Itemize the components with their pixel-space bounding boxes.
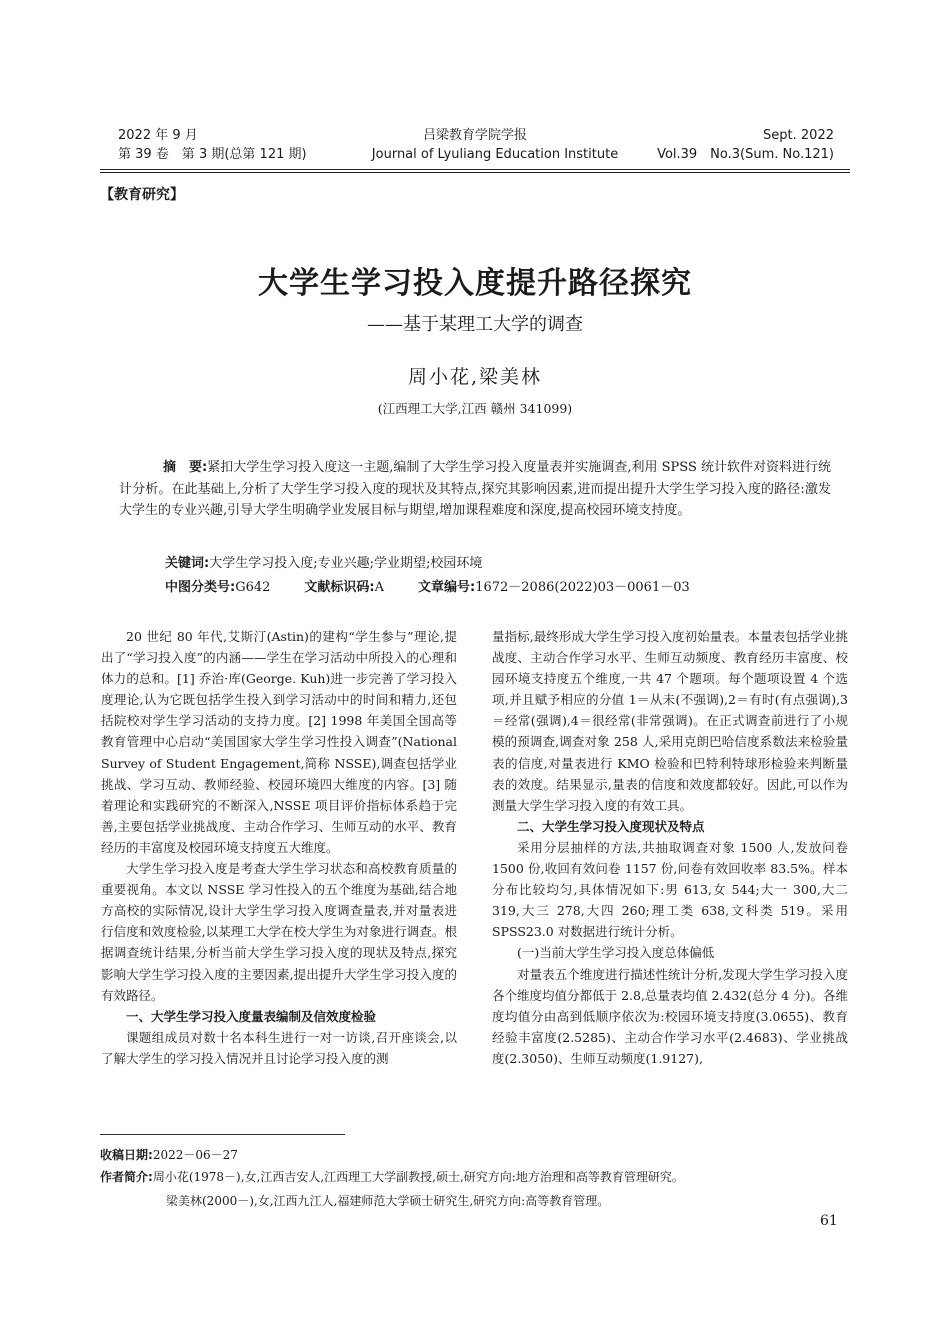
header-issue-cn: 第 39 卷 第 3 期(总第 121 期) [118,147,307,162]
header-journal-en: Journal of Lyuliang Education Institute [371,147,619,162]
keywords [165,553,482,575]
footnote-rule [100,1134,345,1135]
doc-code-value: A [374,580,384,595]
body-paragraph: 量指标,最终形成大学生学习投入度初始量表。本量表包括学业挑战度、主动合作学习水平、生师互动频度、教育经历丰富度、校园环境支持度五个维度,一共 47 个题项。每个题项设置 4 个选项,并且赋予相应的分值 1＝从未(不强调),2＝有时(有点强调),3＝经常(强调),4＝很经常(非常强调)。在正式调查前进行了小规模的预调查,调查对象 258 人,采用克朗巴哈信度系数法来检验量表的信度,对量表进行 KMO 检验和巴特利特球形检验来判断量表的效度。结果显示,量表的信度和效度都较好。因此,可以作为测量大学生学习投入度的有效工具。 [492,629,848,813]
header-date-cn: 2022 年 9 月 [118,128,198,143]
abstract [119,457,831,522]
body-paragraph: 对量表五个维度进行描述性统计分析,发现大学生学习投入度各个维度均值分都低于 2.8,总量表均值 2.432(总分 4 分)。各维度均值分由高到低顺序依次为:校园环境支持度(3.0655)、教育经验丰富度(2.5285)、主动合作学习水平(2.4683)、学业挑战度(2.3050)、生师互动频度(1.9127), [492,966,848,1066]
article-number-label: 文章编号: [418,580,476,595]
abstract-text: 紧扣大学生学习投入度这一主题,编制了大学生学习投入度量表并实施调查,利用 SPSS 统计软件对资料进行统计分析。在此基础上,分析了大学生学习投入度的现状及其特点,探究其影响因素,进而提出提升大学生学习投入度的路径:激发大学生的专业兴趣,引导大学生明确学业发展目标与期望,增加课程难度和深度,提高校园环境支持度。 [119,460,831,518]
header-issue-en: Vol.39 No.3(Sum. No.121) [657,147,834,162]
affiliation: (江西理工大学,江西 赣州 341099) [377,401,573,416]
paper-subtitle: ——基于某理工大学的调查 [367,314,583,335]
header-journal-cn: 吕梁教育学院学报 [422,128,527,143]
header-rule-thin [100,172,850,173]
authors: 周小花,梁美林 [407,366,543,388]
body-column-left [101,626,457,1069]
author1-bio: 周小花(1978－),女,江西吉安人,江西理工大学副教授,硕士,研究方向:地方治理和高等教育管理研究。 [152,1170,684,1184]
received-label: 收稿日期: [100,1148,153,1162]
subsection-heading: (一)当前大学生学习投入度总体偏低 [517,945,715,961]
body-paragraph: 20 世纪 80 年代,艾斯汀(Astin)的建构“学生参与”理论,提出了“学习投入度”的内涵——学生在学习活动中所投入的心理和体力的总和。[1] 乔治·库(George. Kuh)进一步完善了学习投入度理论,认为它既包括学生投入到学习活动中的时间和精力,还包括院校对学生学习活动的支持力度。[2] 1998 年美国全国高等教育管理中心启动“美国国家大学生学习性投入调查”(National Survey of Student Engagement,简称 NSSE),调查包括学业挑战、学习互动、教师经验、校园环境四大维度的内容。[3] 随着理论和实践研究的不断深入,NSSE 项目评价指标体系趋于完善,主要包括学业挑战度、主动合作学习、生师互动的水平、教育经历的丰富度及校园环境支持度五大维度。 [101,629,457,855]
header-rule [100,169,850,170]
section-heading: 一、大学生学习投入度量表编制及信效度检验 [126,1008,377,1024]
abstract-label: 摘 要: [163,460,208,475]
clc-label: 中图分类号: [165,580,236,595]
body-paragraph: 大学生学习投入度是考查大学生学习状态和高校教育质量的重要视角。本文以 NSSE 学习性投入的五个维度为基础,结合地方高校的实际情况,设计大学生学习投入度调查量表,并对量表进行信度和效度检验,以某理工大学在校大学生为对象进行调查。根据调查统计结果,分析当前大学生学习投入度的现状及特点,探究影响大学生学习投入度的主要因素,提出提升大学生学习投入度的有效路径。 [101,861,457,1003]
keywords-text: 大学生学习投入度;专业兴趣;学业期望;校园环境 [209,556,483,571]
footnote-author1 [100,1166,850,1188]
clc-value: G642 [235,580,271,595]
page-number: 61 [820,1213,838,1229]
keywords-label: 关键词: [165,556,210,571]
body-paragraph: 课题组成员对数十名本科生进行一对一访谈,召开座谈会,以了解大学生的学习投入情况并且讨论学习投入度的测 [101,1029,457,1066]
body-paragraph: 采用分层抽样的方法,共抽取调查对象 1500 人,发放问卷 1500 份,收回有效问卷 1157 份,问卷有效回收率 83.5%。样本分布比较均匀,具体情况如下:男 613,女 544;大一 300,大二 319,大三 278,大四 260;理工类 638,文科类 519。采用 SPSS23.0 对数据进行统计分析。 [492,839,848,940]
classification-line [165,577,690,599]
section-heading: 二、大学生学习投入度现状及特点 [517,818,705,834]
footnote-received [100,1144,850,1166]
footnote-author2: 梁美林(2000－),女,江西九江人,福建师范大学硕士研究生,研究方向:高等教育管理。 [166,1194,610,1208]
article-number-value: 1672－2086(2022)03－0061－03 [475,580,690,595]
section-tag: 【教育研究】 [100,187,184,203]
received-date: 2022－06－27 [152,1148,238,1162]
author-intro-label: 作者简介: [100,1170,153,1184]
body-column-right [492,626,848,1069]
paper-title: 大学生学习投入度提升路径探究 [258,266,692,301]
header-date-en: Sept. 2022 [763,128,834,143]
doc-code-label: 文献标识码: [304,580,375,595]
